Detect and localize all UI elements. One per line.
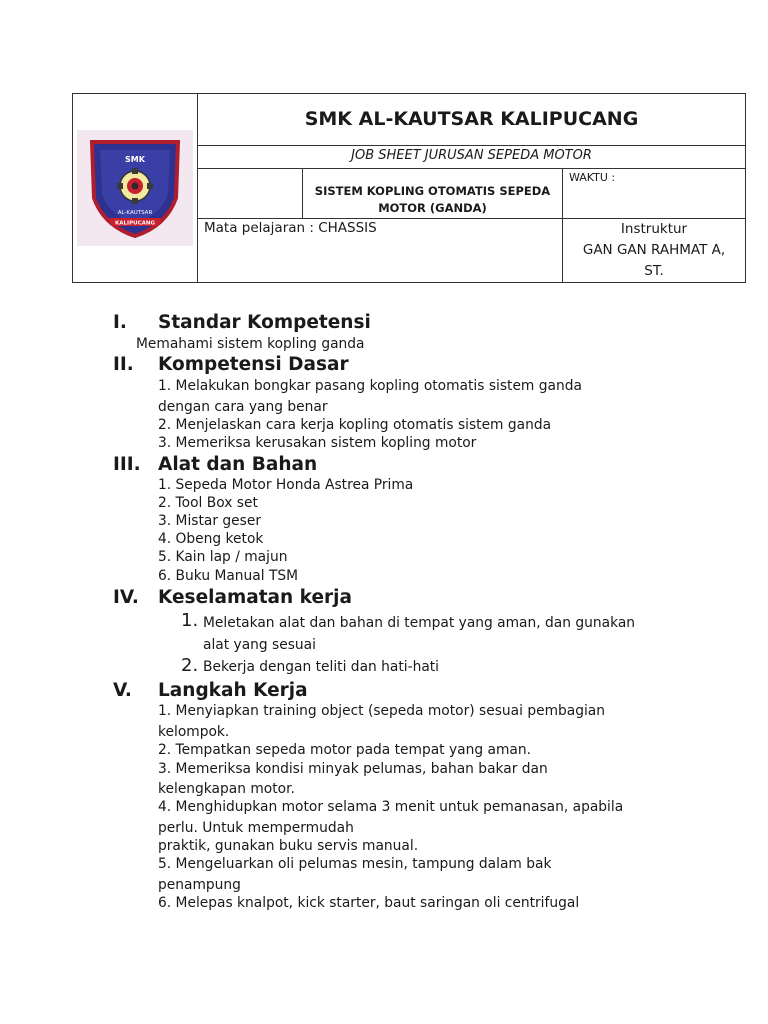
section-2-line: 1. Melakukan bongkar pasang kopling otomatis sistem ganda [158, 378, 582, 394]
section-5-line: 2. Tempatkan sepeda motor pada tempat yang aman. [158, 742, 531, 758]
header-table [72, 93, 746, 283]
section-5-line: perlu. Untuk mempermudah [158, 820, 354, 836]
section-5-line: 3. Memeriksa kondisi minyak pelumas, bahan bakar dan [158, 761, 548, 777]
section-1-title: Standar Kompetensi [158, 312, 371, 333]
safety-item-2-line-1: Bekerja dengan teliti dan hati-hati [203, 659, 440, 675]
section-3-line: 2. Tool Box set [158, 495, 258, 511]
section-3-line: 6. Buku Manual TSM [158, 568, 299, 584]
section-5-line: 4. Menghidupkan motor selama 3 menit untuk pemanasan, apabila [158, 799, 624, 815]
section-2-number: II. [113, 354, 134, 375]
safety-item-1-line-1: Meletakan alat dan bahan di tempat yang aman, dan gunakan [203, 615, 636, 631]
section-5-line: 6. Melepas knalpot, kick starter, baut saringan oli centrifugal [158, 895, 580, 911]
section-5-line: penampung [158, 877, 241, 893]
safety-item-2-number: 2. [181, 655, 199, 676]
section-5-line: 5. Mengeluarkan oli pelumas mesin, tampung dalam bak [158, 856, 552, 872]
topic-line-2: MOTOR (GANDA) [378, 200, 487, 215]
section-2-line: 3. Memeriksa kerusakan sistem kopling motor [158, 435, 477, 451]
section-3-number: III. [113, 454, 141, 475]
section-3-line: 1. Sepeda Motor Honda Astrea Prima [158, 477, 414, 493]
school-crest-icon [86, 136, 184, 240]
section-5-title: Langkah Kerja [158, 680, 308, 701]
section-2-title: Kompetensi Dasar [158, 354, 349, 375]
school-name: SMK AL-KAUTSAR KALIPUCANG [198, 94, 746, 146]
logo-cell [73, 94, 198, 283]
section-3-title: Alat dan Bahan [158, 454, 318, 475]
section-2-line: 2. Menjelaskan cara kerja kopling otomatis sistem ganda [158, 417, 552, 433]
section-5-number: V. [113, 680, 132, 701]
svg-text:SMK: SMK [125, 155, 145, 164]
safety-item-1-line-2: alat yang sesuai [203, 637, 316, 653]
section-3-line: 4. Obeng ketok [158, 531, 264, 547]
section-5-line: kelengkapan motor. [158, 781, 295, 797]
instruktur-name-2: ST. [644, 263, 664, 279]
safety-item-1-number: 1. [181, 610, 199, 631]
svg-text:AL-KAUTSAR: AL-KAUTSAR [117, 210, 153, 216]
section-1-text: Memahami sistem kopling ganda [136, 336, 365, 352]
instruktur-cell [563, 219, 746, 283]
section-3-line: 5. Kain lap / majun [158, 549, 288, 565]
section-3-line: 3. Mistar geser [158, 513, 261, 529]
section-5-line: 1. Menyiapkan training object (sepeda motor) sesuai pembagian [158, 703, 606, 719]
section-2-line: dengan cara yang benar [158, 399, 328, 415]
waktu-cell: WAKTU : [563, 169, 746, 219]
section-4-number: IV. [113, 587, 139, 608]
empty-cell [198, 169, 303, 219]
school-logo [77, 130, 193, 246]
instruktur-name-1: GAN GAN RAHMAT A, [582, 242, 726, 258]
section-4-title: Keselamatan kerja [158, 587, 352, 608]
section-1-number: I. [113, 312, 127, 333]
topic-line-1: SISTEM KOPLING OTOMATIS SEPEDA [314, 183, 551, 198]
svg-text:KALIPUCANG: KALIPUCANG [115, 220, 155, 227]
mata-pelajaran: Mata pelajaran : CHASSIS [198, 219, 563, 283]
section-5-line: kelompok. [158, 724, 230, 740]
job-sheet-title: JOB SHEET JURUSAN SEPEDA MOTOR [198, 146, 746, 169]
section-5-line: praktik, gunakan buku servis manual. [158, 838, 419, 854]
instruktur-label: Instruktur [620, 221, 688, 237]
topic-cell [303, 169, 563, 219]
